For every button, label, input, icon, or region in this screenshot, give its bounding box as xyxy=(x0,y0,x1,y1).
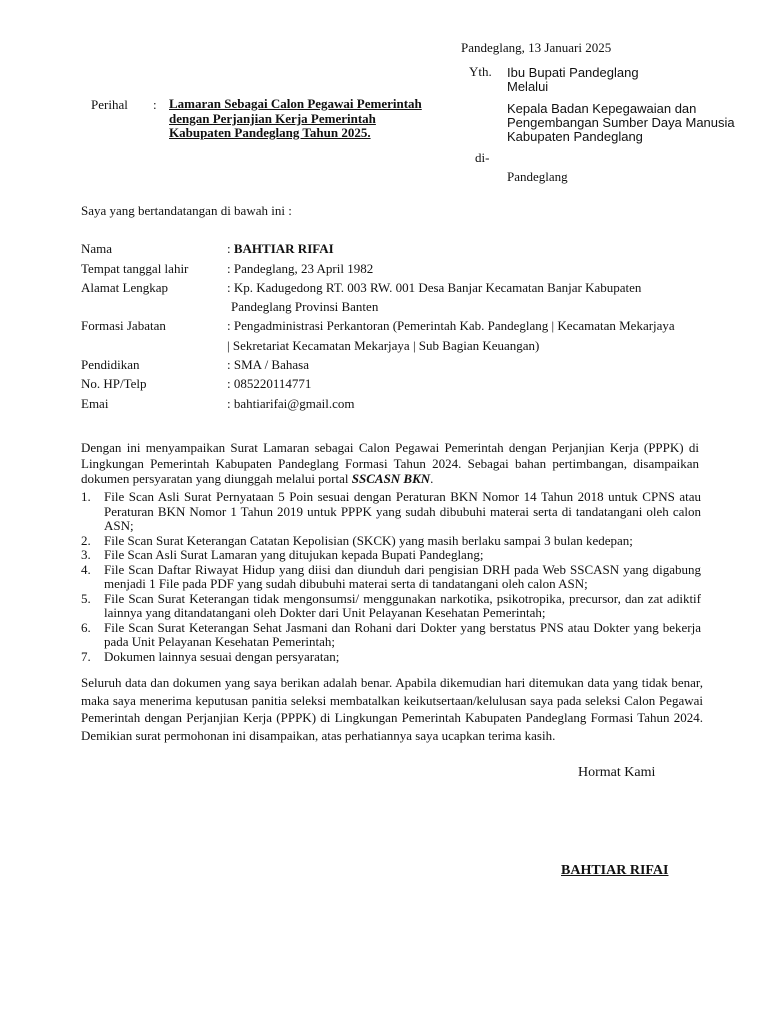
list-item xyxy=(81,490,701,534)
perihal-line: dengan Perjanjian Kerja Pemerintah xyxy=(169,110,376,126)
formasi-value-1: : Pengadministrasi Perkantoran (Pemerintah Kab. Pandeglang | Kecamatan Mekarjaya xyxy=(227,318,675,333)
alamat-label: Alamat Lengkap xyxy=(81,280,168,295)
list-number: 5. xyxy=(81,590,91,606)
salutation: Hormat Kami xyxy=(578,765,656,780)
list-text: File Scan Daftar Riwayat Hidup yang diisi dan diunduh dari pengisian DRH pada Web SSCASN yang digabung menjadi 1 File pada PDF yang sudah dibubuhi materai serta di tandatangani oleh calon ASN; xyxy=(104,561,701,591)
identity-row-formasi-cont xyxy=(81,338,721,357)
nama-value-wrap: : BAHTIAR RIFAI xyxy=(227,241,334,256)
list-text: File Scan Surat Keterangan tidak mengonsumsi/ menggunakan narkotika, psikotropika, precursor, dan zat adiktif lainnya yang ditandatangani oleh Dokter dari Unit Pelayanan Kesehatan Pemerintah; xyxy=(104,590,701,620)
list-number: 7. xyxy=(81,648,91,664)
nama-label: Nama xyxy=(81,241,113,256)
list-text: File Scan Surat Keterangan Sehat Jasmani dan Rohani dari Dokter yang berstatus PNS atau Dokter yang bekerja pada Unit Pelayanan Kesehatan Pemerintah; xyxy=(104,619,701,649)
paragraph-closing: Seluruh data dan dokumen yang saya berikan adalah benar. Apabila dikemudian hari ditemukan data yang tidak benar, maka saya menerima keputusan panitia seleksi membatalkan keikutsertaan/kelulusan saya pada seleksi Calon Pegawai Pemerintah dengan Perjanjian Kerja (PPPK) di Lingkungan Pemerintah Kabupaten Pandeglang Formasi Tahun 2024. Demikian surat permohonan ini disampaikan, atas perhatiannya saya ucapkan terima kasih. xyxy=(81,675,703,743)
hp-value: : 085220114771 xyxy=(227,376,312,391)
identity-row-pendidikan xyxy=(81,357,721,376)
list-item xyxy=(81,621,701,650)
portal-name: SSCASN BKN xyxy=(351,471,431,486)
identity-row-alamat xyxy=(81,280,721,299)
addressee-line: Ibu Bupati Pandeglang xyxy=(507,65,639,80)
addressee-line: Kepala Badan Kepegawaian dan xyxy=(507,101,697,116)
di-label: di- xyxy=(475,150,490,165)
city-label: Pandeglang xyxy=(507,169,568,184)
formasi-label: Formasi Jabatan xyxy=(81,318,166,333)
paragraph-intro-end: . xyxy=(430,471,434,486)
identity-row-email xyxy=(81,396,721,415)
list-text: File Scan Asli Surat Lamaran yang ditujukan kepada Bupati Pandeglang; xyxy=(104,547,484,562)
alamat-value-1: : Kp. Kadugedong RT. 003 RW. 001 Desa Banjar Kecamatan Banjar Kabupaten xyxy=(227,280,642,295)
list-number: 3. xyxy=(81,547,91,562)
addressee-line: Pengembangan Sumber Daya Manusia xyxy=(507,115,735,130)
addressee-line: Melalui xyxy=(507,79,549,94)
identity-row-ttl xyxy=(81,261,721,280)
paragraph-intro xyxy=(81,440,699,487)
identity-row-alamat-cont xyxy=(81,299,721,318)
list-number: 4. xyxy=(81,561,91,577)
nama-value: BAHTIAR RIFAI xyxy=(233,241,334,256)
list-number: 1. xyxy=(81,489,91,504)
perihal-line: Lamaran Sebagai Calon Pegawai Pemerintah xyxy=(169,96,422,111)
ttl-value: : Pandeglang, 23 April 1982 xyxy=(227,261,374,276)
signer-name: BAHTIAR RIFAI xyxy=(561,863,669,878)
addressee-line: Kabupaten Pandeglang xyxy=(507,129,643,144)
list-item xyxy=(81,534,701,549)
place-date: Pandeglang, 13 Januari 2025 xyxy=(461,40,612,55)
perihal-subject xyxy=(169,97,422,141)
list-item xyxy=(81,548,701,563)
ttl-label: Tempat tanggal lahir xyxy=(81,261,189,276)
intro-text: Saya yang bertandatangan di bawah ini : xyxy=(81,203,292,218)
email-label: Emai xyxy=(81,396,109,411)
document-list xyxy=(81,490,701,664)
pendidikan-label: Pendidikan xyxy=(81,357,140,372)
list-text: File Scan Surat Keterangan Catatan Kepolisian (SKCK) yang masih berlaku sampai 3 bulan kedepan; xyxy=(104,532,633,548)
identity-row-hp xyxy=(81,376,721,395)
list-item xyxy=(81,650,701,665)
list-number: 6. xyxy=(81,619,91,635)
formasi-value-2: | Sekretariat Kecamatan Mekarjaya | Sub Bagian Keuangan) xyxy=(227,338,540,353)
list-item xyxy=(81,592,701,621)
pendidikan-value: : SMA / Bahasa xyxy=(227,357,309,372)
identity-row-nama xyxy=(81,241,721,260)
perihal-line: Kabupaten Pandeglang Tahun 2025. xyxy=(169,125,371,140)
yth-label: Yth. xyxy=(469,64,492,79)
hp-label: No. HP/Telp xyxy=(81,376,147,391)
paragraph-intro-text: Dengan ini menyampaikan Surat Lamaran sebagai Calon Pegawai Pemerintah dengan Perjanjian Kerja (PPPK) di Lingkungan Pemerintah Kabupaten Pandeglang Formasi Tahun 2024. Sebagai bahan pertimbangan, disampaikan dokumen persyaratan yang diunggah melalui portal xyxy=(81,440,699,486)
identity-row-formasi xyxy=(81,318,721,337)
perihal-label: Perihal xyxy=(91,97,128,112)
perihal-colon: : xyxy=(153,97,157,112)
list-number: 2. xyxy=(81,532,91,548)
list-text: File Scan Asli Surat Pernyataan 5 Poin sesuai dengan Peraturan BKN Nomor 14 Tahun 2018 untuk CPNS atau Peraturan BKN Nomor 1 Tahun 2019 untuk PPPK yang sudah dibubuhi materai serta di tandatangani oleh calon ASN; xyxy=(104,489,701,533)
list-item xyxy=(81,563,701,592)
list-text: Dokumen lainnya sesuai dengan persyaratan; xyxy=(104,648,340,664)
addressee-block xyxy=(507,66,735,144)
alamat-value-2: Pandeglang Provinsi Banten xyxy=(231,299,379,314)
email-value: : bahtiarifai@gmail.com xyxy=(227,396,355,411)
